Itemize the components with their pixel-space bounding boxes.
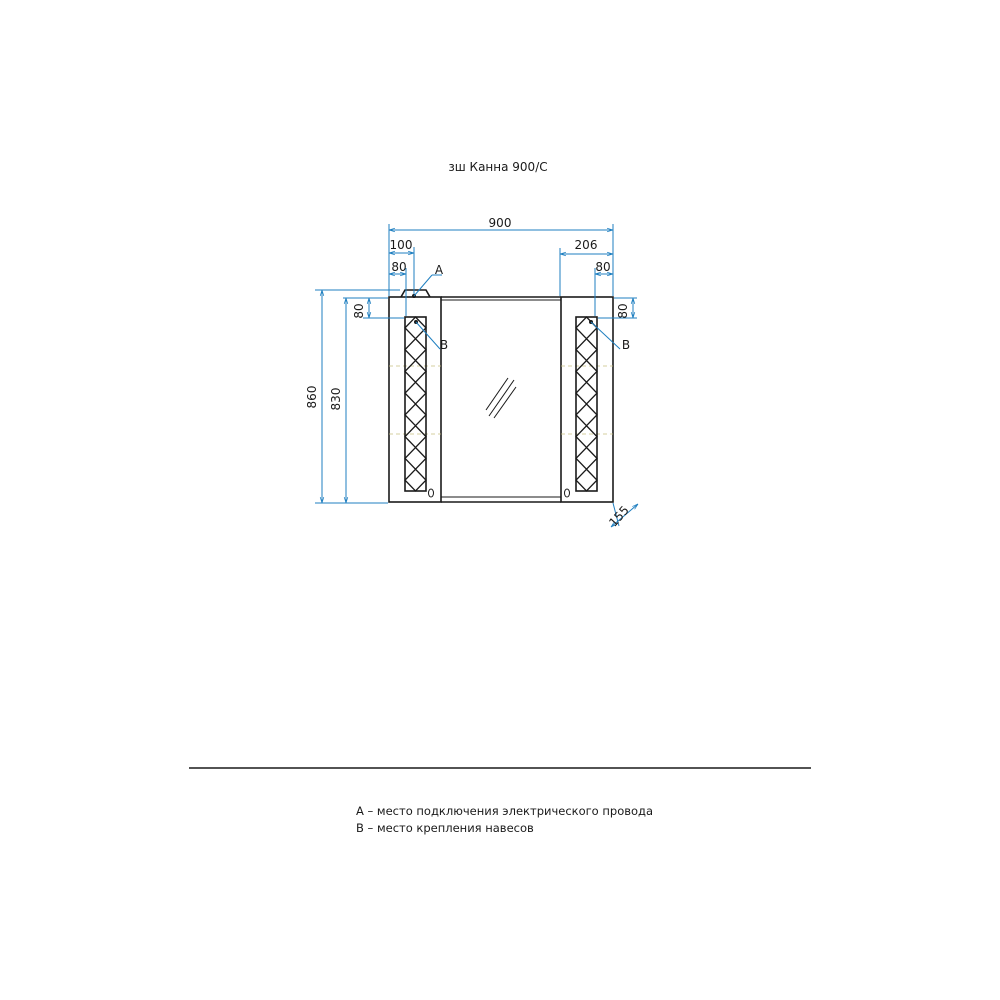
svg-text:100: 100 [389,238,413,252]
dim-left-inner [389,260,407,316]
dim-overall-width [389,216,613,296]
svg-text:155: 155 [606,503,632,530]
lattice-diamond [576,339,597,361]
lattice-diamond [405,426,426,448]
marker-b-left [414,320,448,352]
lattice-diamond [576,361,597,383]
svg-text:B: B [439,338,449,352]
svg-text:860: 860 [305,385,319,409]
lattice-diamond [405,448,426,470]
lattice-diamond [576,426,597,448]
svg-text:900: 900 [488,216,512,230]
mirror-reflection-icon [486,378,516,418]
legend-item-a: А – место подключения электрического провода [356,804,654,818]
lattice-diamond [405,469,426,491]
dim-inner-height [329,298,346,503]
lattice-diamond [405,382,426,404]
svg-text:206: 206 [574,238,598,252]
svg-text:830: 830 [329,387,343,411]
drawing-title: зш Канна 900/С [448,160,548,174]
lattice-diamond [405,339,426,361]
lattice-diamond [576,448,597,470]
lattice-diamond [576,404,597,426]
dim-depth [606,503,638,530]
svg-text:B: B [621,338,631,352]
left-lattice-panel [405,317,426,491]
lattice-diamond [405,361,426,383]
dim-left-vertical [343,298,404,319]
svg-text:80: 80 [391,260,407,274]
svg-text:80: 80 [616,303,630,319]
right-lattice-panel [576,317,597,491]
lattice-diamond [576,317,597,339]
dim-right-inner [595,260,613,316]
lattice-diamond [576,382,597,404]
lattice-diamond [576,469,597,491]
dim-overall-height [305,290,400,503]
svg-text:A: A [434,263,444,277]
legend-item-b: В – место крепления навесов [356,821,534,835]
dim-right-vertical [598,298,637,319]
lattice-diamond [405,404,426,426]
svg-text:80: 80 [595,260,611,274]
svg-text:80: 80 [352,303,366,319]
